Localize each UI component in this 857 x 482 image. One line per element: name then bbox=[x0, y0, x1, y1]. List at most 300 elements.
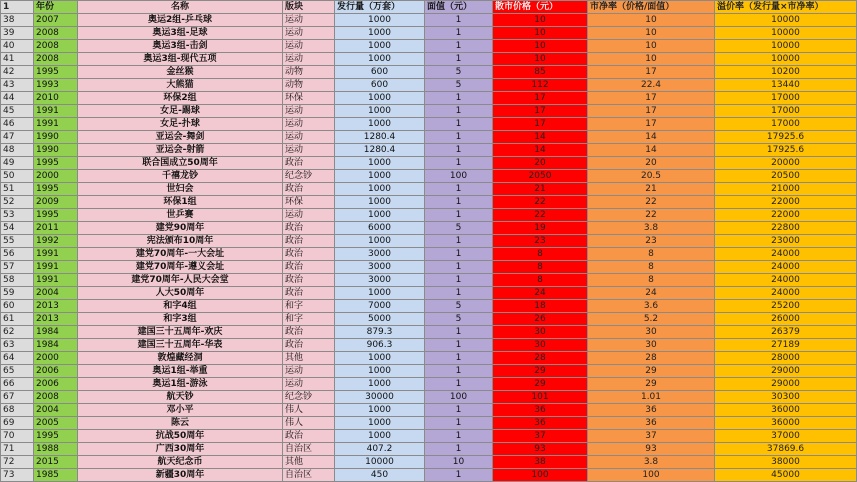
premium-rate-cell[interactable]: 38000 bbox=[715, 456, 857, 469]
category-cell[interactable]: 政治 bbox=[283, 326, 335, 339]
category-cell[interactable]: 运动 bbox=[283, 27, 335, 40]
row-number-cell[interactable]: 64 bbox=[1, 352, 34, 365]
price-to-book-cell[interactable]: 3.8 bbox=[588, 222, 715, 235]
face-value-cell[interactable]: 1 bbox=[425, 144, 493, 157]
face-value-cell[interactable]: 5 bbox=[425, 300, 493, 313]
price-to-book-cell[interactable]: 10 bbox=[588, 27, 715, 40]
name-cell[interactable]: 奥运1组-游泳 bbox=[78, 378, 283, 391]
face-value-cell[interactable]: 1 bbox=[425, 287, 493, 300]
category-cell[interactable]: 和字 bbox=[283, 313, 335, 326]
year-cell[interactable]: 2008 bbox=[34, 53, 78, 66]
premium-rate-cell[interactable]: 26379 bbox=[715, 326, 857, 339]
category-cell[interactable]: 运动 bbox=[283, 53, 335, 66]
price-to-book-cell[interactable]: 8 bbox=[588, 261, 715, 274]
market-price-cell[interactable]: 36 bbox=[493, 417, 588, 430]
row-number-cell[interactable]: 48 bbox=[1, 144, 34, 157]
price-to-book-cell[interactable]: 22 bbox=[588, 196, 715, 209]
premium-rate-cell[interactable]: 24000 bbox=[715, 248, 857, 261]
face-value-cell[interactable]: 1 bbox=[425, 248, 493, 261]
category-cell[interactable]: 运动 bbox=[283, 14, 335, 27]
face-value-cell[interactable]: 1 bbox=[425, 105, 493, 118]
price-to-book-cell[interactable]: 29 bbox=[588, 365, 715, 378]
face-value-cell[interactable]: 1 bbox=[425, 443, 493, 456]
row-number-cell[interactable]: 43 bbox=[1, 79, 34, 92]
category-cell[interactable]: 运动 bbox=[283, 118, 335, 131]
premium-rate-cell[interactable]: 37869.6 bbox=[715, 443, 857, 456]
row-number-cell[interactable]: 41 bbox=[1, 53, 34, 66]
year-cell[interactable]: 1991 bbox=[34, 261, 78, 274]
price-to-book-cell[interactable]: 5.2 bbox=[588, 313, 715, 326]
year-cell[interactable]: 1995 bbox=[34, 157, 78, 170]
price-to-book-cell[interactable]: 3.6 bbox=[588, 300, 715, 313]
issue-volume-cell[interactable]: 6000 bbox=[335, 222, 425, 235]
issue-volume-cell[interactable]: 1000 bbox=[335, 40, 425, 53]
category-cell[interactable]: 政治 bbox=[283, 248, 335, 261]
premium-rate-cell[interactable]: 25200 bbox=[715, 300, 857, 313]
issue-volume-cell[interactable]: 1000 bbox=[335, 183, 425, 196]
row-number-cell[interactable]: 52 bbox=[1, 196, 34, 209]
premium-rate-cell[interactable]: 27189 bbox=[715, 339, 857, 352]
issue-volume-cell[interactable]: 1000 bbox=[335, 92, 425, 105]
face-value-cell[interactable]: 10 bbox=[425, 456, 493, 469]
face-value-cell[interactable]: 100 bbox=[425, 170, 493, 183]
year-cell[interactable]: 1995 bbox=[34, 209, 78, 222]
row-number-cell[interactable]: 70 bbox=[1, 430, 34, 443]
premium-rate-cell[interactable]: 30300 bbox=[715, 391, 857, 404]
row-number-cell[interactable]: 58 bbox=[1, 274, 34, 287]
market-price-cell[interactable]: 10 bbox=[493, 40, 588, 53]
market-price-cell[interactable]: 8 bbox=[493, 261, 588, 274]
issue-volume-cell[interactable]: 600 bbox=[335, 66, 425, 79]
issue-volume-cell[interactable]: 1000 bbox=[335, 430, 425, 443]
name-cell[interactable]: 亚运会-射箭 bbox=[78, 144, 283, 157]
premium-rate-cell[interactable]: 10000 bbox=[715, 53, 857, 66]
market-price-cell[interactable]: 18 bbox=[493, 300, 588, 313]
year-cell[interactable]: 1988 bbox=[34, 443, 78, 456]
premium-rate-cell[interactable]: 17925.6 bbox=[715, 131, 857, 144]
price-to-book-cell[interactable]: 10 bbox=[588, 14, 715, 27]
year-cell[interactable]: 1990 bbox=[34, 131, 78, 144]
premium-rate-cell[interactable]: 17000 bbox=[715, 105, 857, 118]
category-cell[interactable]: 运动 bbox=[283, 365, 335, 378]
category-cell[interactable]: 政治 bbox=[283, 222, 335, 235]
issue-volume-cell[interactable]: 30000 bbox=[335, 391, 425, 404]
face-value-cell[interactable]: 5 bbox=[425, 313, 493, 326]
face-value-cell[interactable]: 1 bbox=[425, 196, 493, 209]
category-cell[interactable]: 自治区 bbox=[283, 469, 335, 482]
market-price-cell[interactable]: 28 bbox=[493, 352, 588, 365]
name-cell[interactable]: 世妇会 bbox=[78, 183, 283, 196]
price-to-book-cell[interactable]: 24 bbox=[588, 287, 715, 300]
row-number-cell[interactable]: 59 bbox=[1, 287, 34, 300]
face-value-cell[interactable]: 1 bbox=[425, 261, 493, 274]
face-value-cell[interactable]: 1 bbox=[425, 157, 493, 170]
price-to-book-cell[interactable]: 17 bbox=[588, 118, 715, 131]
name-cell[interactable]: 人大50周年 bbox=[78, 287, 283, 300]
price-to-book-cell[interactable]: 20.5 bbox=[588, 170, 715, 183]
category-cell[interactable]: 自治区 bbox=[283, 443, 335, 456]
name-cell[interactable]: 奥运1组-举重 bbox=[78, 365, 283, 378]
price-to-book-cell[interactable]: 14 bbox=[588, 131, 715, 144]
price-to-book-cell[interactable]: 28 bbox=[588, 352, 715, 365]
face-value-cell[interactable]: 1 bbox=[425, 417, 493, 430]
category-cell[interactable]: 运动 bbox=[283, 40, 335, 53]
row-number-cell[interactable]: 73 bbox=[1, 469, 34, 482]
market-price-cell[interactable]: 100 bbox=[493, 469, 588, 482]
market-price-cell[interactable]: 93 bbox=[493, 443, 588, 456]
issue-volume-cell[interactable]: 10000 bbox=[335, 456, 425, 469]
premium-rate-cell[interactable]: 17000 bbox=[715, 118, 857, 131]
premium-rate-cell[interactable]: 24000 bbox=[715, 261, 857, 274]
issue-volume-cell[interactable]: 1000 bbox=[335, 118, 425, 131]
category-cell[interactable]: 政治 bbox=[283, 274, 335, 287]
row-number-cell[interactable]: 45 bbox=[1, 105, 34, 118]
name-cell[interactable]: 联合国成立50周年 bbox=[78, 157, 283, 170]
row-number-cell[interactable]: 42 bbox=[1, 66, 34, 79]
category-cell[interactable]: 运动 bbox=[283, 105, 335, 118]
row-number-cell[interactable]: 38 bbox=[1, 14, 34, 27]
name-cell[interactable]: 环保2组 bbox=[78, 92, 283, 105]
category-cell[interactable]: 运动 bbox=[283, 144, 335, 157]
price-to-book-cell[interactable]: 14 bbox=[588, 144, 715, 157]
year-cell[interactable]: 1990 bbox=[34, 144, 78, 157]
market-price-cell[interactable]: 24 bbox=[493, 287, 588, 300]
year-cell[interactable]: 1995 bbox=[34, 66, 78, 79]
issue-volume-cell[interactable]: 1280.4 bbox=[335, 144, 425, 157]
issue-volume-cell[interactable]: 1000 bbox=[335, 14, 425, 27]
price-to-book-cell[interactable]: 36 bbox=[588, 417, 715, 430]
row-number-cell[interactable]: 55 bbox=[1, 235, 34, 248]
premium-rate-cell[interactable]: 22000 bbox=[715, 196, 857, 209]
header-premium-rate[interactable]: 溢价率（发行量×市净率） bbox=[715, 1, 857, 14]
name-cell[interactable]: 广西30周年 bbox=[78, 443, 283, 456]
market-price-cell[interactable]: 2050 bbox=[493, 170, 588, 183]
issue-volume-cell[interactable]: 450 bbox=[335, 469, 425, 482]
premium-rate-cell[interactable]: 20000 bbox=[715, 157, 857, 170]
premium-rate-cell[interactable]: 45000 bbox=[715, 469, 857, 482]
header-face-value[interactable]: 面值（元） bbox=[425, 1, 493, 14]
face-value-cell[interactable]: 1 bbox=[425, 365, 493, 378]
issue-volume-cell[interactable]: 879.3 bbox=[335, 326, 425, 339]
premium-rate-cell[interactable]: 26000 bbox=[715, 313, 857, 326]
face-value-cell[interactable]: 1 bbox=[425, 404, 493, 417]
year-cell[interactable]: 2006 bbox=[34, 378, 78, 391]
price-to-book-cell[interactable]: 8 bbox=[588, 274, 715, 287]
year-cell[interactable]: 1991 bbox=[34, 248, 78, 261]
name-cell[interactable]: 航天钞 bbox=[78, 391, 283, 404]
category-cell[interactable]: 伟人 bbox=[283, 404, 335, 417]
category-cell[interactable]: 伟人 bbox=[283, 417, 335, 430]
year-cell[interactable]: 2000 bbox=[34, 170, 78, 183]
price-to-book-cell[interactable]: 30 bbox=[588, 339, 715, 352]
issue-volume-cell[interactable]: 1000 bbox=[335, 417, 425, 430]
category-cell[interactable]: 其他 bbox=[283, 352, 335, 365]
name-cell[interactable]: 奥运3组-击剑 bbox=[78, 40, 283, 53]
header-category[interactable]: 版块 bbox=[283, 1, 335, 14]
market-price-cell[interactable]: 8 bbox=[493, 248, 588, 261]
name-cell[interactable]: 建党70周年-遵义会址 bbox=[78, 261, 283, 274]
name-cell[interactable]: 邓小平 bbox=[78, 404, 283, 417]
category-cell[interactable]: 纪念钞 bbox=[283, 391, 335, 404]
face-value-cell[interactable]: 1 bbox=[425, 469, 493, 482]
name-cell[interactable]: 航天纪念币 bbox=[78, 456, 283, 469]
year-cell[interactable]: 2013 bbox=[34, 313, 78, 326]
row-number-cell[interactable]: 54 bbox=[1, 222, 34, 235]
name-cell[interactable]: 世乒赛 bbox=[78, 209, 283, 222]
issue-volume-cell[interactable]: 600 bbox=[335, 79, 425, 92]
year-cell[interactable]: 2004 bbox=[34, 287, 78, 300]
row-number-cell[interactable]: 1 bbox=[1, 1, 34, 14]
price-to-book-cell[interactable]: 1.01 bbox=[588, 391, 715, 404]
issue-volume-cell[interactable]: 5000 bbox=[335, 313, 425, 326]
row-number-cell[interactable]: 50 bbox=[1, 170, 34, 183]
category-cell[interactable]: 动物 bbox=[283, 66, 335, 79]
premium-rate-cell[interactable]: 10000 bbox=[715, 27, 857, 40]
price-to-book-cell[interactable]: 17 bbox=[588, 66, 715, 79]
price-to-book-cell[interactable]: 36 bbox=[588, 404, 715, 417]
category-cell[interactable]: 动物 bbox=[283, 79, 335, 92]
name-cell[interactable]: 环保1组 bbox=[78, 196, 283, 209]
name-cell[interactable]: 建国三十五周年-欢庆 bbox=[78, 326, 283, 339]
row-number-cell[interactable]: 57 bbox=[1, 261, 34, 274]
category-cell[interactable]: 政治 bbox=[283, 339, 335, 352]
category-cell[interactable]: 环保 bbox=[283, 92, 335, 105]
premium-rate-cell[interactable]: 10000 bbox=[715, 14, 857, 27]
market-price-cell[interactable]: 20 bbox=[493, 157, 588, 170]
row-number-cell[interactable]: 63 bbox=[1, 339, 34, 352]
category-cell[interactable]: 和字 bbox=[283, 300, 335, 313]
row-number-cell[interactable]: 69 bbox=[1, 417, 34, 430]
price-to-book-cell[interactable]: 22 bbox=[588, 209, 715, 222]
face-value-cell[interactable]: 1 bbox=[425, 235, 493, 248]
premium-rate-cell[interactable]: 20500 bbox=[715, 170, 857, 183]
face-value-cell[interactable]: 1 bbox=[425, 92, 493, 105]
premium-rate-cell[interactable]: 29000 bbox=[715, 378, 857, 391]
row-number-cell[interactable]: 62 bbox=[1, 326, 34, 339]
premium-rate-cell[interactable]: 37000 bbox=[715, 430, 857, 443]
name-cell[interactable]: 大熊猫 bbox=[78, 79, 283, 92]
issue-volume-cell[interactable]: 1280.4 bbox=[335, 131, 425, 144]
row-number-cell[interactable]: 49 bbox=[1, 157, 34, 170]
issue-volume-cell[interactable]: 3000 bbox=[335, 248, 425, 261]
issue-volume-cell[interactable]: 1000 bbox=[335, 157, 425, 170]
name-cell[interactable]: 女足-扑球 bbox=[78, 118, 283, 131]
name-cell[interactable]: 建党70周年-一大会址 bbox=[78, 248, 283, 261]
year-cell[interactable]: 2013 bbox=[34, 300, 78, 313]
price-to-book-cell[interactable]: 3.8 bbox=[588, 456, 715, 469]
name-cell[interactable]: 奥运2组-乒乓球 bbox=[78, 14, 283, 27]
price-to-book-cell[interactable]: 17 bbox=[588, 92, 715, 105]
market-price-cell[interactable]: 29 bbox=[493, 378, 588, 391]
category-cell[interactable]: 政治 bbox=[283, 430, 335, 443]
row-number-cell[interactable]: 60 bbox=[1, 300, 34, 313]
name-cell[interactable]: 千禧龙钞 bbox=[78, 170, 283, 183]
year-cell[interactable]: 1993 bbox=[34, 79, 78, 92]
year-cell[interactable]: 2008 bbox=[34, 40, 78, 53]
issue-volume-cell[interactable]: 1000 bbox=[335, 365, 425, 378]
issue-volume-cell[interactable]: 1000 bbox=[335, 170, 425, 183]
name-cell[interactable]: 陈云 bbox=[78, 417, 283, 430]
year-cell[interactable]: 2011 bbox=[34, 222, 78, 235]
price-to-book-cell[interactable]: 100 bbox=[588, 469, 715, 482]
issue-volume-cell[interactable]: 1000 bbox=[335, 196, 425, 209]
year-cell[interactable]: 2008 bbox=[34, 27, 78, 40]
name-cell[interactable]: 新疆30周年 bbox=[78, 469, 283, 482]
issue-volume-cell[interactable]: 1000 bbox=[335, 404, 425, 417]
market-price-cell[interactable]: 29 bbox=[493, 365, 588, 378]
category-cell[interactable]: 政治 bbox=[283, 261, 335, 274]
issue-volume-cell[interactable]: 1000 bbox=[335, 352, 425, 365]
market-price-cell[interactable]: 30 bbox=[493, 339, 588, 352]
name-cell[interactable]: 宪法颁布10周年 bbox=[78, 235, 283, 248]
header-market-price[interactable]: 散市价格（元） bbox=[493, 1, 588, 14]
premium-rate-cell[interactable]: 36000 bbox=[715, 404, 857, 417]
issue-volume-cell[interactable]: 1000 bbox=[335, 53, 425, 66]
name-cell[interactable]: 抗战50周年 bbox=[78, 430, 283, 443]
name-cell[interactable]: 亚运会-舞剑 bbox=[78, 131, 283, 144]
market-price-cell[interactable]: 30 bbox=[493, 326, 588, 339]
name-cell[interactable]: 敦煌藏经洞 bbox=[78, 352, 283, 365]
price-to-book-cell[interactable]: 23 bbox=[588, 235, 715, 248]
face-value-cell[interactable]: 1 bbox=[425, 339, 493, 352]
face-value-cell[interactable]: 1 bbox=[425, 14, 493, 27]
market-price-cell[interactable]: 26 bbox=[493, 313, 588, 326]
row-number-cell[interactable]: 61 bbox=[1, 313, 34, 326]
year-cell[interactable]: 1991 bbox=[34, 118, 78, 131]
issue-volume-cell[interactable]: 1000 bbox=[335, 105, 425, 118]
year-cell[interactable]: 1992 bbox=[34, 235, 78, 248]
price-to-book-cell[interactable]: 17 bbox=[588, 105, 715, 118]
premium-rate-cell[interactable]: 10200 bbox=[715, 66, 857, 79]
row-number-cell[interactable]: 46 bbox=[1, 118, 34, 131]
header-year[interactable]: 年份 bbox=[34, 1, 78, 14]
face-value-cell[interactable]: 1 bbox=[425, 430, 493, 443]
face-value-cell[interactable]: 1 bbox=[425, 352, 493, 365]
face-value-cell[interactable]: 5 bbox=[425, 66, 493, 79]
category-cell[interactable]: 政治 bbox=[283, 287, 335, 300]
issue-volume-cell[interactable]: 1000 bbox=[335, 27, 425, 40]
year-cell[interactable]: 2006 bbox=[34, 365, 78, 378]
face-value-cell[interactable]: 100 bbox=[425, 391, 493, 404]
header-issue-volume[interactable]: 发行量（万套） bbox=[335, 1, 425, 14]
year-cell[interactable]: 2010 bbox=[34, 92, 78, 105]
year-cell[interactable]: 1984 bbox=[34, 339, 78, 352]
year-cell[interactable]: 2008 bbox=[34, 391, 78, 404]
year-cell[interactable]: 1985 bbox=[34, 469, 78, 482]
name-cell[interactable]: 女足-踢球 bbox=[78, 105, 283, 118]
premium-rate-cell[interactable]: 17925.6 bbox=[715, 144, 857, 157]
face-value-cell[interactable]: 1 bbox=[425, 53, 493, 66]
row-number-cell[interactable]: 65 bbox=[1, 365, 34, 378]
premium-rate-cell[interactable]: 22000 bbox=[715, 209, 857, 222]
row-number-cell[interactable]: 56 bbox=[1, 248, 34, 261]
row-number-cell[interactable]: 39 bbox=[1, 27, 34, 40]
market-price-cell[interactable]: 8 bbox=[493, 274, 588, 287]
face-value-cell[interactable]: 1 bbox=[425, 118, 493, 131]
premium-rate-cell[interactable]: 29000 bbox=[715, 365, 857, 378]
name-cell[interactable]: 奥运3组-现代五项 bbox=[78, 53, 283, 66]
face-value-cell[interactable]: 1 bbox=[425, 27, 493, 40]
category-cell[interactable]: 政治 bbox=[283, 157, 335, 170]
header-name[interactable]: 名称 bbox=[78, 1, 283, 14]
year-cell[interactable]: 2009 bbox=[34, 196, 78, 209]
name-cell[interactable]: 建国三十五周年-华表 bbox=[78, 339, 283, 352]
issue-volume-cell[interactable]: 407.2 bbox=[335, 443, 425, 456]
issue-volume-cell[interactable]: 7000 bbox=[335, 300, 425, 313]
market-price-cell[interactable]: 10 bbox=[493, 53, 588, 66]
issue-volume-cell[interactable]: 1000 bbox=[335, 287, 425, 300]
row-number-cell[interactable]: 67 bbox=[1, 391, 34, 404]
market-price-cell[interactable]: 22 bbox=[493, 196, 588, 209]
premium-rate-cell[interactable]: 22800 bbox=[715, 222, 857, 235]
market-price-cell[interactable]: 37 bbox=[493, 430, 588, 443]
category-cell[interactable]: 纪念钞 bbox=[283, 170, 335, 183]
category-cell[interactable]: 运动 bbox=[283, 378, 335, 391]
issue-volume-cell[interactable]: 1000 bbox=[335, 378, 425, 391]
year-cell[interactable]: 2005 bbox=[34, 417, 78, 430]
price-to-book-cell[interactable]: 37 bbox=[588, 430, 715, 443]
face-value-cell[interactable]: 1 bbox=[425, 274, 493, 287]
premium-rate-cell[interactable]: 21000 bbox=[715, 183, 857, 196]
issue-volume-cell[interactable]: 3000 bbox=[335, 261, 425, 274]
face-value-cell[interactable]: 5 bbox=[425, 222, 493, 235]
issue-volume-cell[interactable]: 1000 bbox=[335, 235, 425, 248]
market-price-cell[interactable]: 17 bbox=[493, 118, 588, 131]
year-cell[interactable]: 1991 bbox=[34, 105, 78, 118]
row-number-cell[interactable]: 53 bbox=[1, 209, 34, 222]
issue-volume-cell[interactable]: 3000 bbox=[335, 274, 425, 287]
row-number-cell[interactable]: 44 bbox=[1, 92, 34, 105]
price-to-book-cell[interactable]: 30 bbox=[588, 326, 715, 339]
name-cell[interactable]: 金丝猴 bbox=[78, 66, 283, 79]
premium-rate-cell[interactable]: 23000 bbox=[715, 235, 857, 248]
face-value-cell[interactable]: 1 bbox=[425, 326, 493, 339]
row-number-cell[interactable]: 68 bbox=[1, 404, 34, 417]
market-price-cell[interactable]: 14 bbox=[493, 144, 588, 157]
name-cell[interactable]: 建党70周年-人民大会堂 bbox=[78, 274, 283, 287]
price-to-book-cell[interactable]: 93 bbox=[588, 443, 715, 456]
price-to-book-cell[interactable]: 8 bbox=[588, 248, 715, 261]
category-cell[interactable]: 环保 bbox=[283, 196, 335, 209]
row-number-cell[interactable]: 47 bbox=[1, 131, 34, 144]
premium-rate-cell[interactable]: 13440 bbox=[715, 79, 857, 92]
issue-volume-cell[interactable]: 1000 bbox=[335, 209, 425, 222]
name-cell[interactable]: 和字3组 bbox=[78, 313, 283, 326]
market-price-cell[interactable]: 101 bbox=[493, 391, 588, 404]
market-price-cell[interactable]: 36 bbox=[493, 404, 588, 417]
name-cell[interactable]: 建党90周年 bbox=[78, 222, 283, 235]
row-number-cell[interactable]: 72 bbox=[1, 456, 34, 469]
face-value-cell[interactable]: 1 bbox=[425, 40, 493, 53]
face-value-cell[interactable]: 1 bbox=[425, 183, 493, 196]
face-value-cell[interactable]: 1 bbox=[425, 378, 493, 391]
price-to-book-cell[interactable]: 22.4 bbox=[588, 79, 715, 92]
row-number-cell[interactable]: 40 bbox=[1, 40, 34, 53]
year-cell[interactable]: 2004 bbox=[34, 404, 78, 417]
year-cell[interactable]: 2015 bbox=[34, 456, 78, 469]
year-cell[interactable]: 1984 bbox=[34, 326, 78, 339]
market-price-cell[interactable]: 21 bbox=[493, 183, 588, 196]
market-price-cell[interactable]: 23 bbox=[493, 235, 588, 248]
row-number-cell[interactable]: 51 bbox=[1, 183, 34, 196]
market-price-cell[interactable]: 22 bbox=[493, 209, 588, 222]
issue-volume-cell[interactable]: 906.3 bbox=[335, 339, 425, 352]
name-cell[interactable]: 奥运3组-足球 bbox=[78, 27, 283, 40]
row-number-cell[interactable]: 66 bbox=[1, 378, 34, 391]
face-value-cell[interactable]: 5 bbox=[425, 79, 493, 92]
premium-rate-cell[interactable]: 24000 bbox=[715, 274, 857, 287]
market-price-cell[interactable]: 19 bbox=[493, 222, 588, 235]
